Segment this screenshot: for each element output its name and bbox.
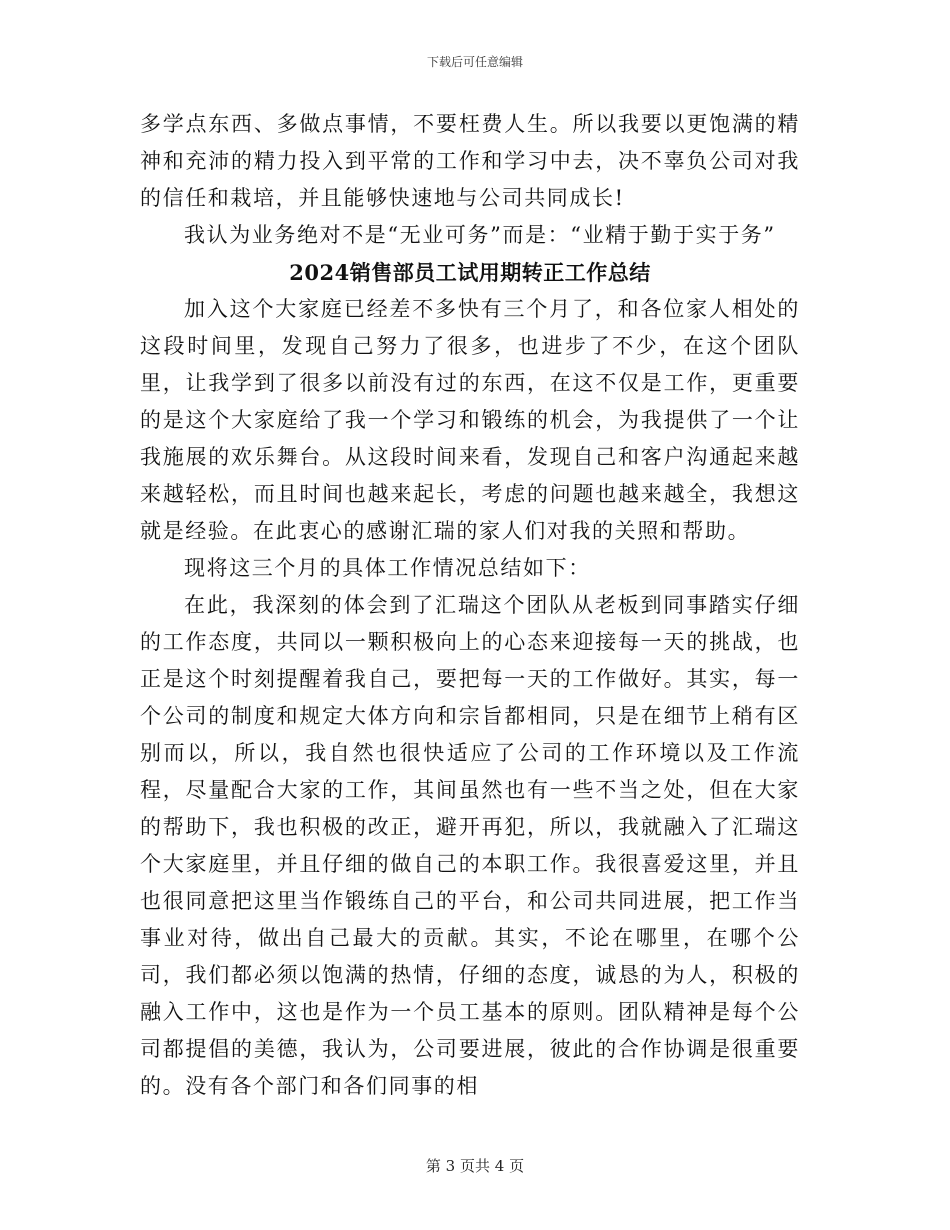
page-footer: 第 3 页共 4 页 <box>425 1157 525 1175</box>
paragraph-work-experience: 在此，我深刻的体会到了汇瑞这个团队从老板到同事踏实仔细的工作态度，共同以一颗积极向上的心态来迎接每一天的挑战，也正是这个时刻提醒着我自己，要把每一天的工作做好。其实，每一个公司的制度和规定大体方向和宗旨都相同，只是在细节上稍有区别而以，所以，我自然也很快适应了公司的工作环境以及工作流程，尽量配合大家的工作，其间虽然也有一些不当之处，但在大家的帮助下，我也积极的改正，避开再犯，所以，我就融入了汇瑞这个大家庭里，并且仔细的做自己的本职工作。我很喜爱这里，并且也很同意把这里当作锻练自己的平台，和公司共同进展，把工作当事业对待，做出自己最大的贡献。其实，不论在哪里，在哪个公司，我们都必须以饱满的热情，仔细的态度，诚恳的为人，积极的融入工作中，这也是作为一个员工基本的原则。团队精神是每个公司都提倡的美德，我认为，公司要进展，彼此的合作协调是很重要的。没有各个部门和各们同事的相 <box>140 593 800 1098</box>
page-header: 下载后可任意编辑 <box>426 55 523 69</box>
paragraph-business-motto: 我认为业务绝对不是“无业可务”而是：“业精于勤于实于务” <box>184 223 776 247</box>
paragraph-introduction: 加入这个大家庭已经差不多快有三个月了，和各位家人相处的这段时间里，发现自己努力了很多，也进步了不少，在这个团队里，让我学到了很多以前没有过的东西，在这不仅是工作，更重要的是这个大家庭给了我一个学习和锻练的机会，为我提供了一个让我施展的欢乐舞台。从这段时间来看，发现自己和客户沟通起来越来越轻松，而且时间也越来起长，考虑的问题也越来越全，我想这就是经验。在此衷心的感谢汇瑞的家人们对我的关照和帮助。 <box>140 297 800 543</box>
document-body <box>140 106 800 1105</box>
paragraph-continuation: 多学点东西、多做点事情，不要枉费人生。所以我要以更饱满的精神和充沛的精力投入到平常的工作和学习中去，决不辜负公司对我的信任和栽培，并且能够快速地与公司共同成长! <box>140 112 800 210</box>
paragraph-summary-lead: 现将这三个月的具体工作情况总结如下： <box>184 556 591 580</box>
section-title: 2024销售部员工试用期转正工作总结 <box>289 260 651 285</box>
